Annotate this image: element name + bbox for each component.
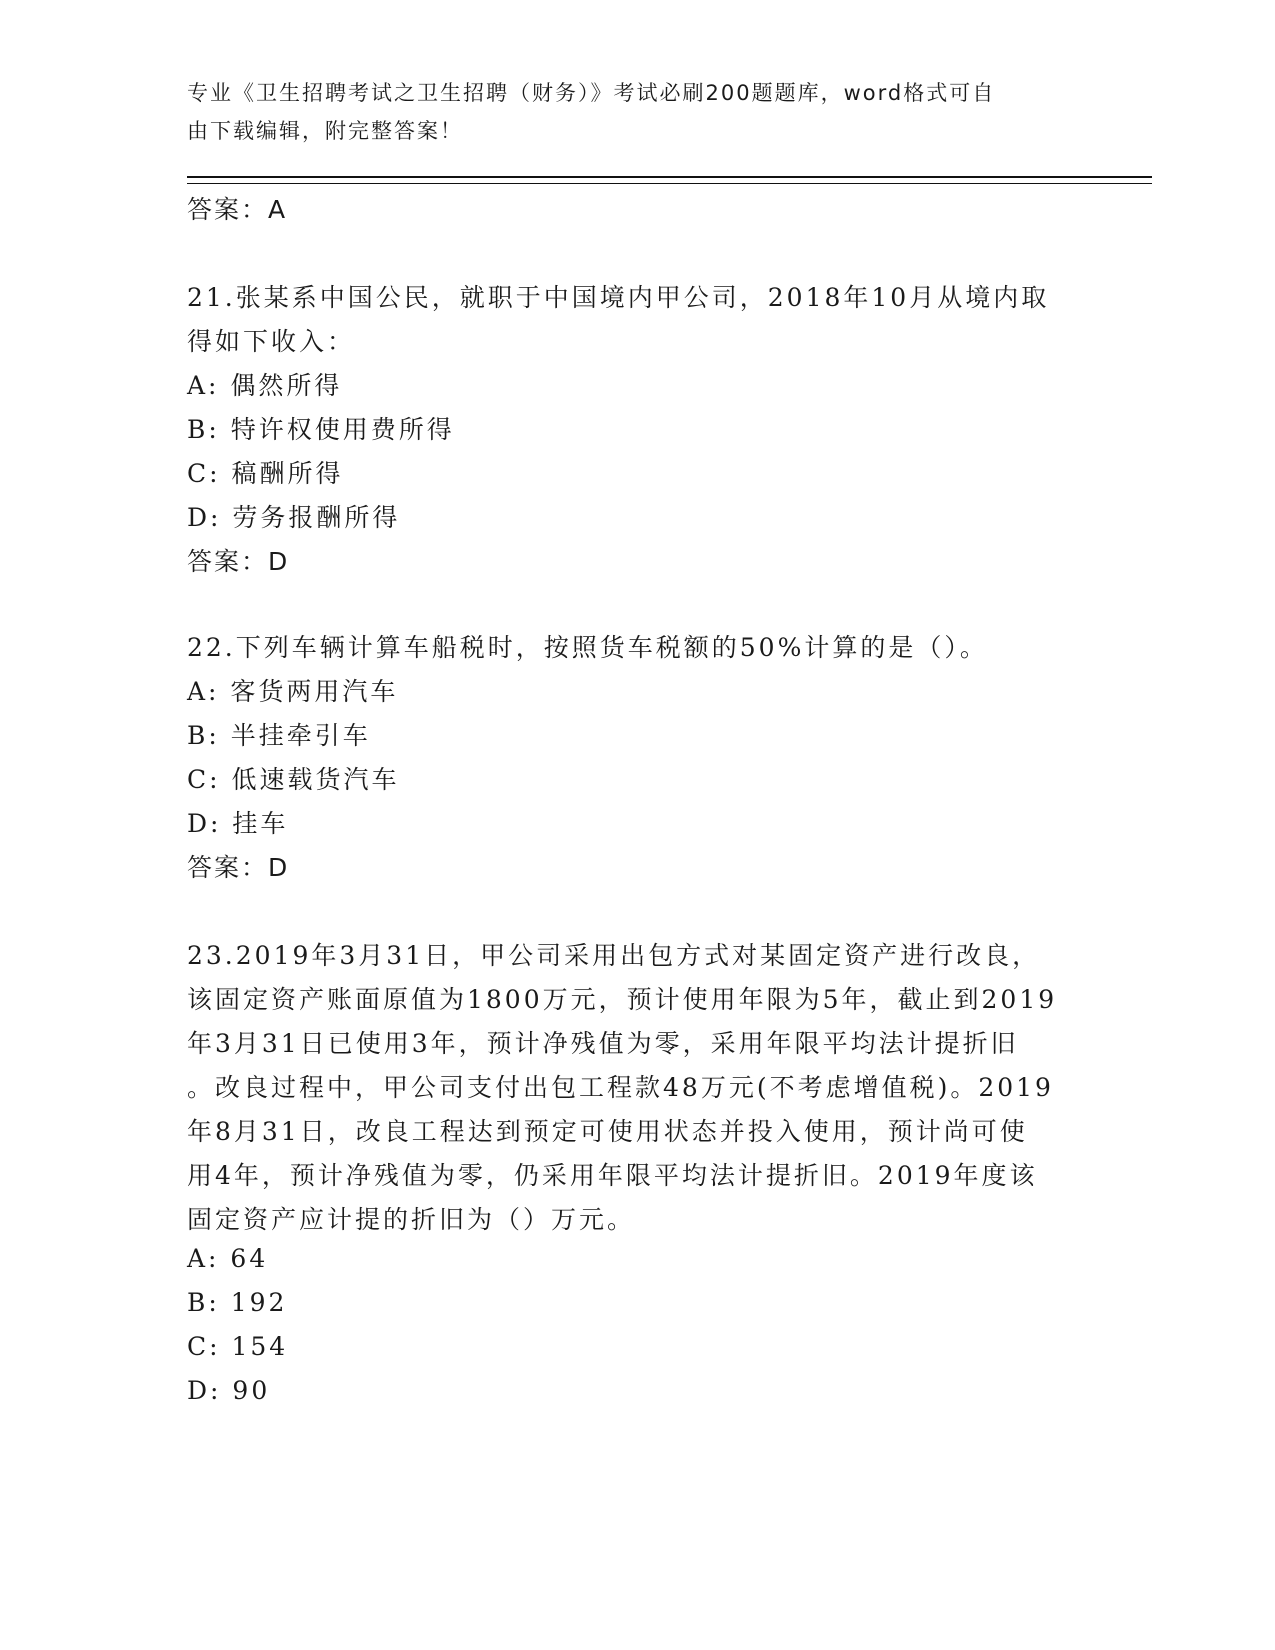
header-divider-thin xyxy=(187,183,1152,184)
question-23-stem-line-7: 固定资产应计提的折旧为（）万元。 xyxy=(187,1205,636,1234)
question-23-stem-line-5: 年8月31日，改良工程达到预定可使用状态并投入使用，预计尚可使 xyxy=(187,1117,1028,1146)
question-22-option-b: B: 半挂牵引车 xyxy=(187,721,371,750)
question-22-option-a: A: 客货两用汽车 xyxy=(187,677,399,706)
question-23-option-c: C: 154 xyxy=(187,1332,289,1361)
question-23-option-d: D: 90 xyxy=(187,1376,271,1405)
question-23-stem-line-6: 用4年，预计净残值为零，仍采用年限平均法计提折旧。2019年度该 xyxy=(187,1161,1038,1190)
question-23-stem-line-2: 该固定资产账面原值为1800万元，预计使用年限为5年，截止到2019 xyxy=(187,985,1058,1014)
question-21-stem-line-2: 得如下收入： xyxy=(187,327,356,356)
question-23-stem-line-3: 年3月31日已使用3年，预计净残值为零，采用年限平均法计提折旧 xyxy=(187,1029,1019,1058)
document-header xyxy=(187,74,1067,150)
question-23-option-b: B: 192 xyxy=(187,1288,288,1317)
question-22-option-d: D: 挂车 xyxy=(187,809,289,838)
header-line-2: 由下载编辑，附完整答案！ xyxy=(187,119,463,143)
question-23-stem-line-1: 23.2019年3月31日，甲公司采用出包方式对某固定资产进行改良， xyxy=(187,941,1041,970)
question-23-stem-line-4: 。改良过程中，甲公司支付出包工程款48万元(不考虑增值税)。2019 xyxy=(187,1073,1054,1102)
question-21-option-b: B: 特许权使用费所得 xyxy=(187,415,455,444)
question-21-stem-line-1: 21.张某系中国公民，就职于中国境内甲公司，2018年10月从境内取 xyxy=(187,283,1050,312)
question-22-answer: 答案：D xyxy=(187,853,290,882)
question-22-option-c: C: 低速载货汽车 xyxy=(187,765,400,794)
question-23-option-a: A: 64 xyxy=(187,1244,269,1273)
question-22-stem-line-1: 22.下列车辆计算车船税时，按照货车税额的50%计算的是（）。 xyxy=(187,633,988,662)
header-line-1: 专业《卫生招聘考试之卫生招聘（财务）》考试必刷200题题库，word格式可自 xyxy=(187,81,996,105)
question-21-option-a: A: 偶然所得 xyxy=(187,371,343,400)
question-21-option-c: C: 稿酬所得 xyxy=(187,459,344,488)
header-divider-thick xyxy=(187,176,1152,178)
question-21-option-d: D: 劳务报酬所得 xyxy=(187,503,401,532)
previous-answer: 答案：A xyxy=(187,195,288,224)
question-21-answer: 答案：D xyxy=(187,547,290,576)
